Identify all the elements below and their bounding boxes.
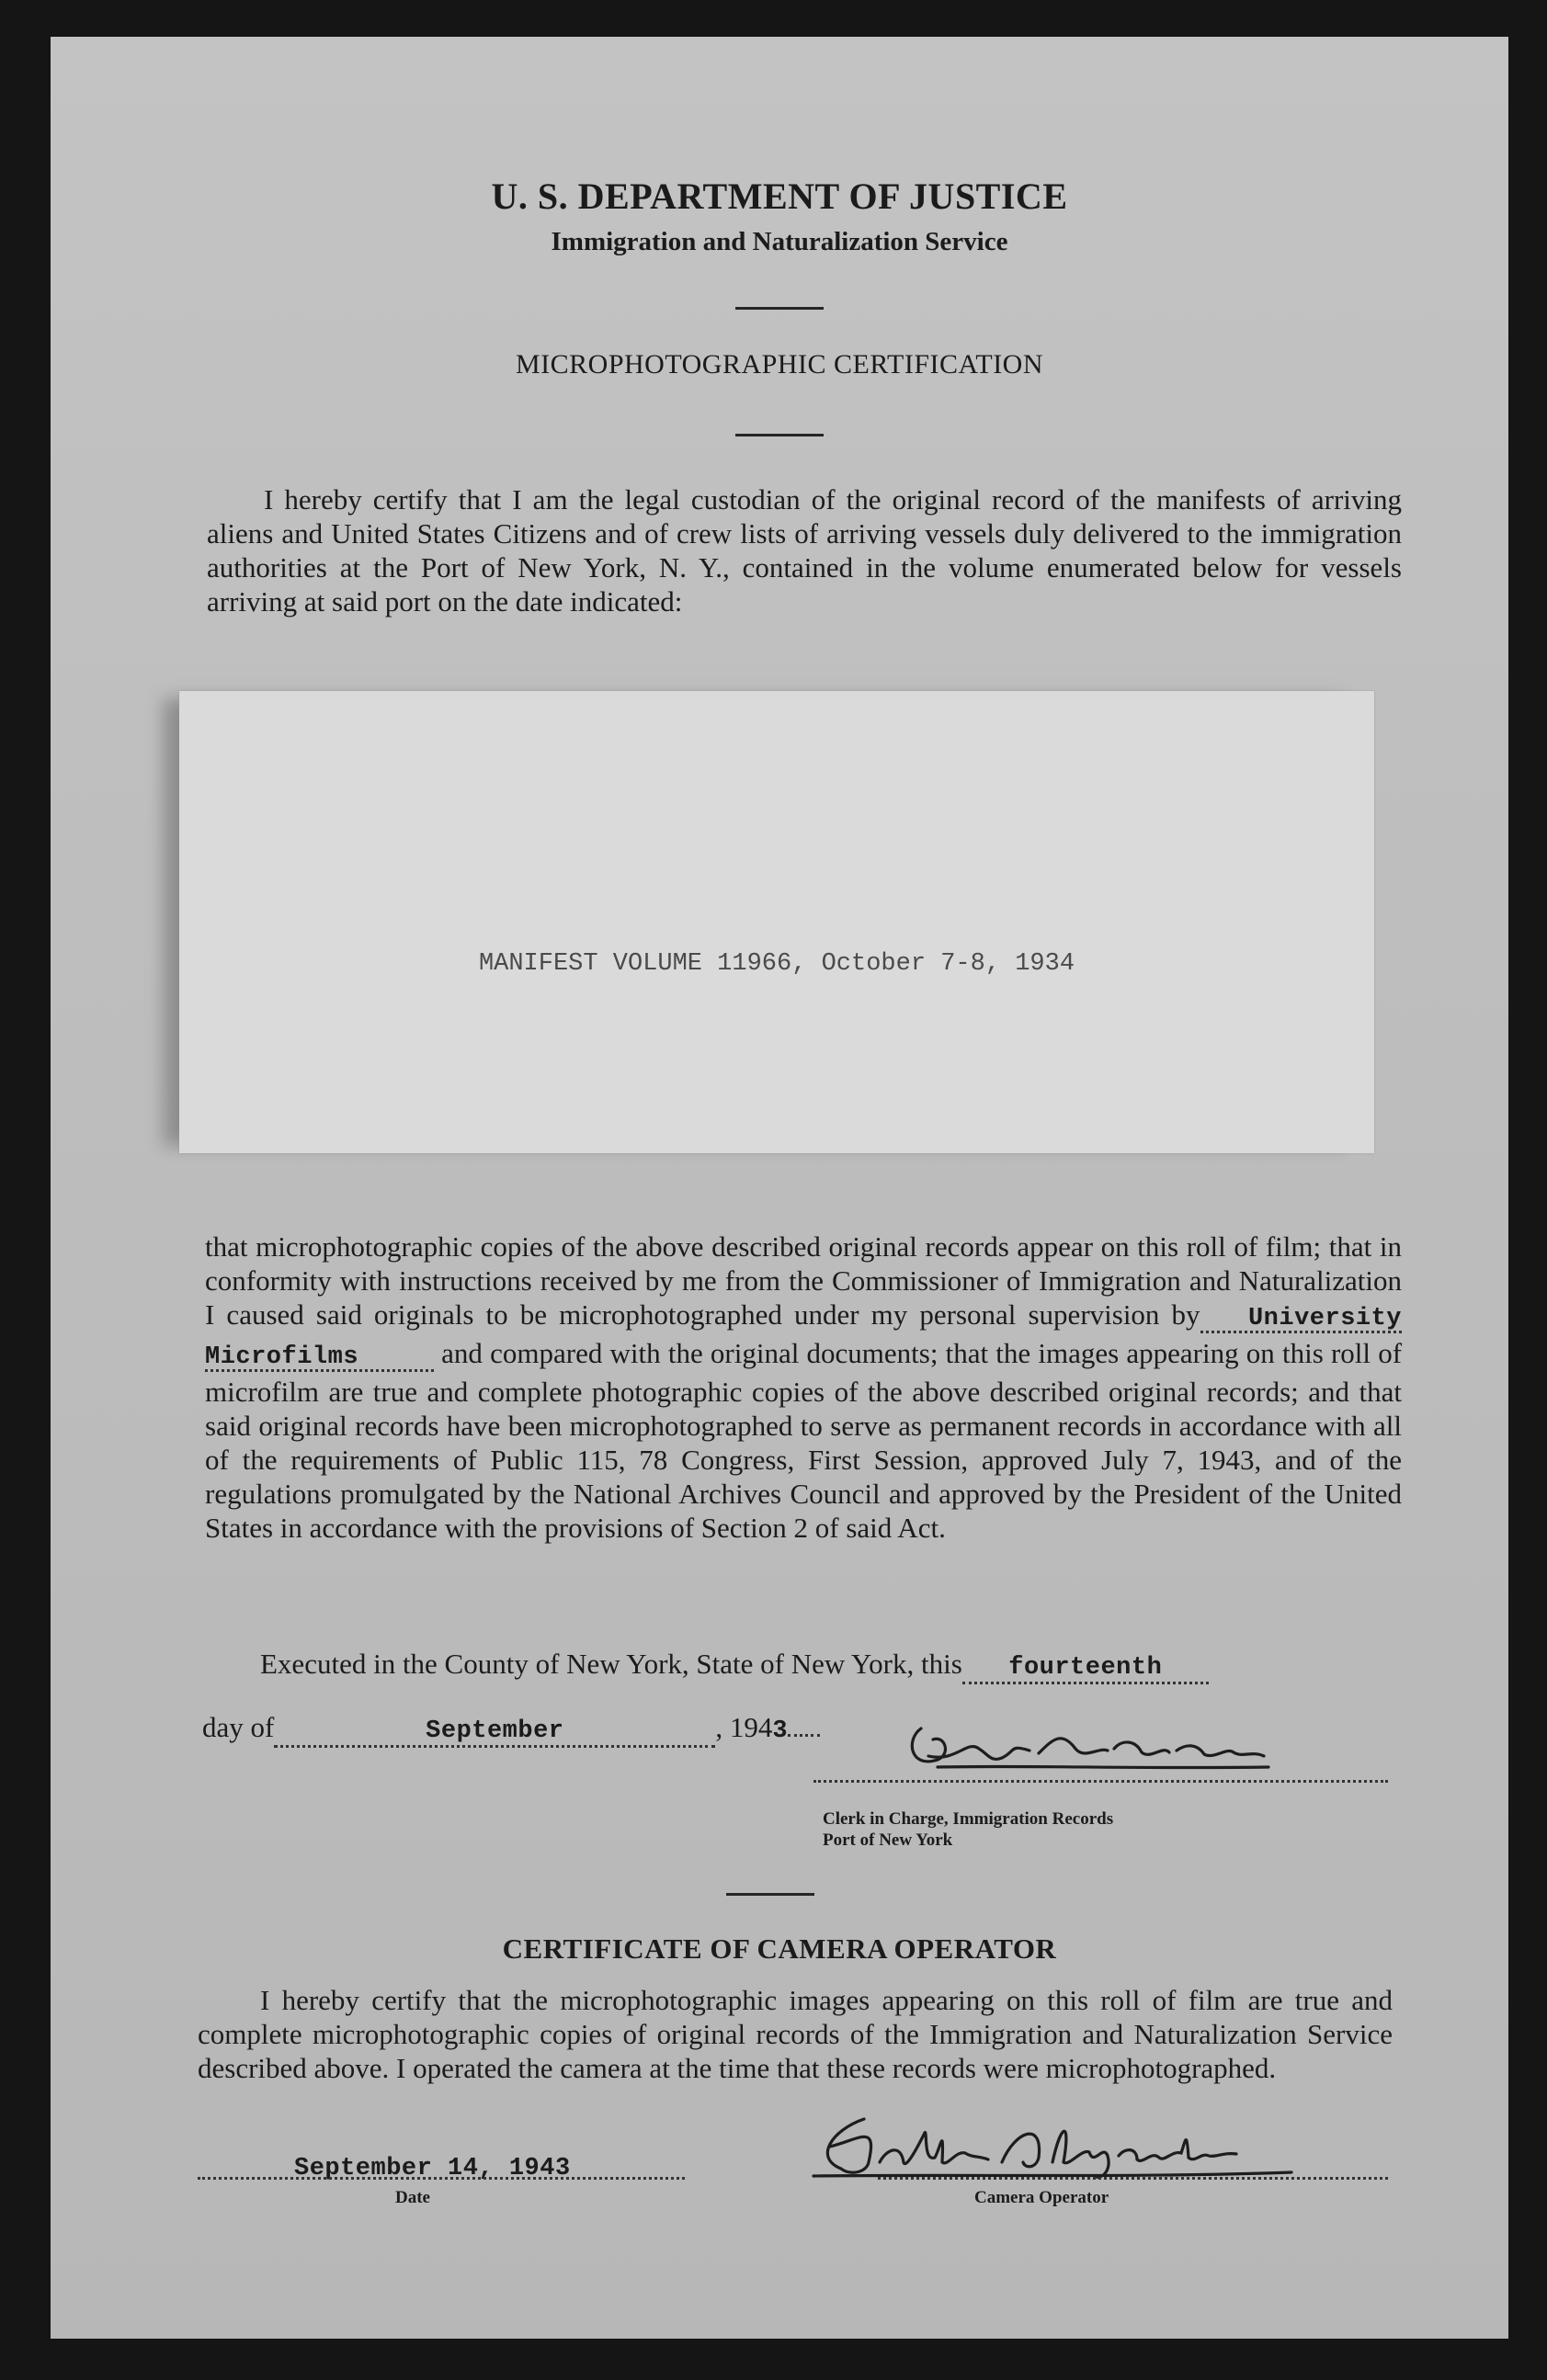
body-part1: that microphotographic copies of the above described original records appear on this roll of film; that in conformity with instructions received by me from the Commissioner of Immigration and Naturalization I caused said originals to be microphotographed under my personal supervision by [205,1230,1402,1331]
volume-card [179,691,1374,1153]
camera-date-line [198,2177,685,2180]
day-of-label: day of [202,1711,275,1743]
divider [726,1893,814,1896]
camera-operator-label: Camera Operator [974,2188,1109,2207]
execution-month: September [426,1717,564,1745]
execution-text: Executed in the County of New York, State of New York, this [260,1648,962,1680]
certification-title: MICROPHOTOGRAPHIC CERTIFICATION [515,349,1044,380]
intro-paragraph: I hereby certify that I am the legal custodian of the original record of the manifests of arriving aliens and United States Citizens and of crew lists of arriving vessels duly delivered to the immigration authorities at the Port of New York, N. Y., contained in the volume enumerated below for vessels arriving at said port on the date indicated: [207,483,1402,618]
year-prefix: , 194 [715,1711,773,1743]
camera-operator-line [878,2177,1388,2180]
clerk-signature [901,1712,1342,1785]
year-digit: 3 [772,1717,789,1745]
supervisor-name: University Microfilms [205,1305,1403,1371]
department-title: U. S. DEPARTMENT OF JUSTICE [491,176,1068,217]
clerk-title: Clerk in Charge, Immigration Records Port of New York [823,1809,1114,1850]
certificate-page [51,37,1508,2339]
execution-day: fourteenth [1008,1654,1163,1682]
divider [735,434,824,436]
camera-date-value: September 14, 1943 [294,2155,571,2182]
date-line [202,1711,820,1748]
operator-signature [777,2112,1347,2187]
document-header [51,175,1508,257]
divider [735,307,824,310]
camera-certificate-title: CERTIFICATE OF CAMERA OPERATOR [502,1932,1057,1965]
volume-text: MANIFEST VOLUME 11966, October 7-8, 1934 [478,950,1075,978]
execution-line [260,1648,1209,1684]
date-label: Date [395,2188,430,2207]
body-part2: and compared with the original documents; that the images appearing on this roll of microfilm are true and complete photographic copies of the above described original records; and that said original records have been microphotographed to serve as permanent records in accordance with all of the requirements of Public 115, 78 Congress, First Session, approved July 7, 1943, and of the regulations promulgated by the National Archives Council and approved by the President of the United States in accordance with the provisions of Section 2 of said Act. [205,1337,1403,1544]
camera-certificate-text: I hereby certify that the microphotographic images appearing on this roll of film are true and complete microphotographic copies of original records of the Immigration and Naturalization Service described above. I operated the camera at the time that these records were microphotographed. [198,1984,1393,2084]
clerk-signature-line [813,1780,1388,1783]
body-paragraph [205,1230,1402,1545]
service-subtitle: Immigration and Naturalization Service [551,227,1008,256]
